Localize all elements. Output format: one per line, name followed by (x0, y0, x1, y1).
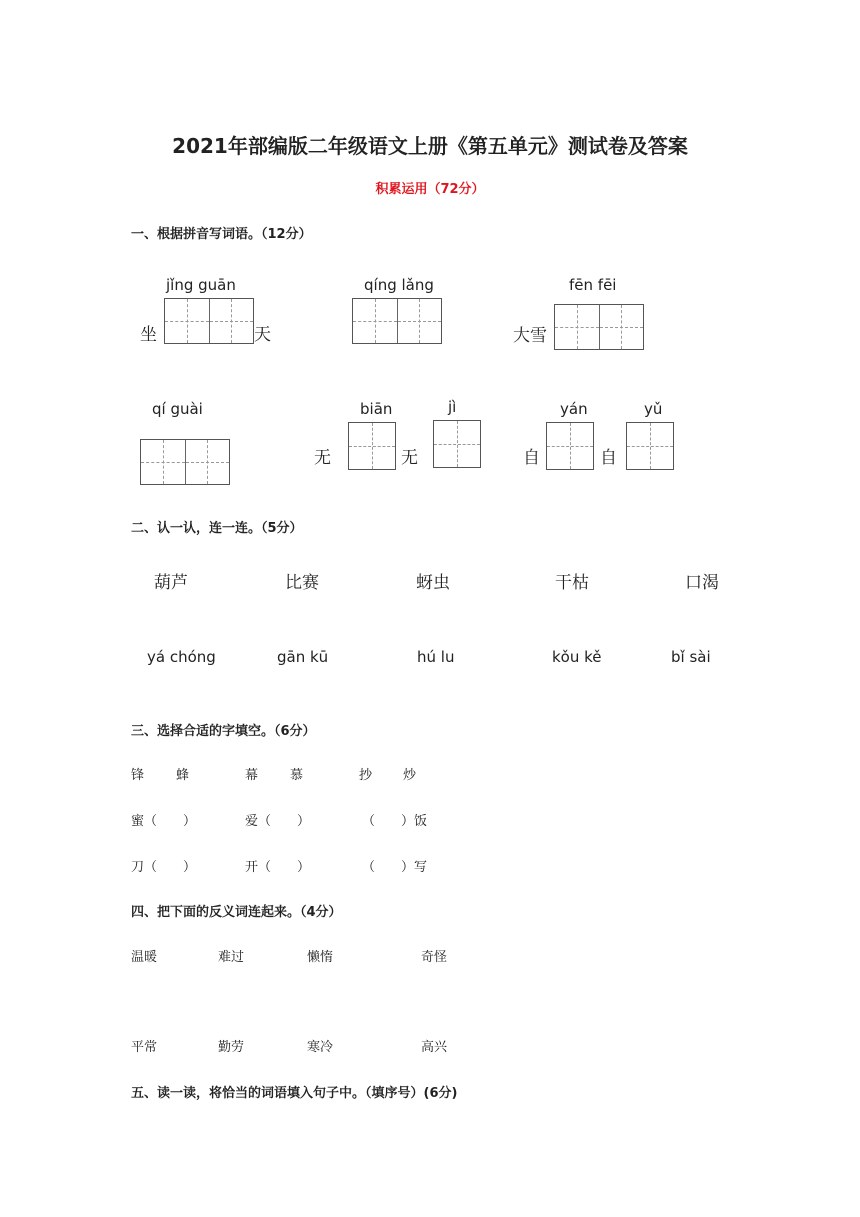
q1-char-before-7: 自 (523, 448, 540, 468)
q3-option-2: 蜂 (176, 768, 190, 783)
section-subtitle: 积累运用（72分） (375, 182, 485, 197)
q4-top-word-2[interactable]: 难过 (218, 950, 245, 965)
q3-blank-2[interactable]: 爱（ ） (245, 814, 311, 829)
q2-pinyin-1[interactable]: yá chóng (147, 648, 216, 666)
q1-pinyin-1: jǐng guān (166, 276, 236, 294)
q3-blank-1[interactable]: 蜜（ ） (131, 814, 197, 829)
q3-blank-6[interactable]: （ ）写 (362, 860, 428, 875)
q3-blank-5[interactable]: 开（ ） (245, 860, 311, 875)
q3-blank-4[interactable]: 刀（ ） (131, 860, 197, 875)
q5-heading: 五、读一读，将恰当的词语填入句子中。（填序号）(6分) (131, 1086, 458, 1101)
q2-pinyin-3[interactable]: hú lu (417, 648, 455, 666)
q2-word-3[interactable]: 蚜虫 (416, 573, 450, 593)
q1-char-before-5: 无 (314, 448, 331, 468)
q3-option-3: 幕 (245, 768, 259, 783)
q1-char-before-3: 大雪 (513, 326, 547, 346)
q1-pinyin-4: qí guài (152, 400, 203, 418)
q4-top-word-3[interactable]: 懒惰 (307, 950, 334, 965)
q2-pinyin-4[interactable]: kǒu kě (552, 648, 602, 666)
q1-write-grid-7[interactable] (546, 422, 594, 470)
q3-blank-3[interactable]: （ ）饭 (362, 814, 428, 829)
q4-bottom-word-1[interactable]: 平常 (131, 1040, 158, 1055)
q4-bottom-word-2[interactable]: 勤劳 (218, 1040, 245, 1055)
q1-write-grid-6[interactable] (433, 420, 481, 468)
q4-top-word-4[interactable]: 奇怪 (421, 950, 448, 965)
q3-heading: 三、选择合适的字填空。（6分） (131, 724, 316, 739)
q2-word-2[interactable]: 比赛 (285, 573, 319, 593)
q2-word-1[interactable]: 葫芦 (154, 573, 188, 593)
q1-char-before-1: 坐 (140, 325, 157, 345)
q1-pinyin-2: qíng lǎng (364, 276, 434, 294)
q1-write-grid-4[interactable] (140, 439, 230, 485)
q1-char-after-1: 天 (254, 325, 271, 345)
q1-pinyin-8: yǔ (644, 400, 663, 418)
q1-pinyin-5: biān (360, 400, 393, 418)
q1-write-grid-2[interactable] (352, 298, 442, 344)
q1-write-grid-3[interactable] (554, 304, 644, 350)
q4-bottom-word-4[interactable]: 高兴 (421, 1040, 448, 1055)
q3-option-5: 抄 (359, 768, 373, 783)
q1-pinyin-7: yán (560, 400, 588, 418)
q2-word-4[interactable]: 干枯 (555, 573, 589, 593)
q1-heading: 一、根据拼音写词语。（12分） (131, 227, 312, 242)
q2-word-5[interactable]: 口渴 (685, 573, 719, 593)
q1-char-after-7: 自 (600, 448, 617, 468)
q1-pinyin-3: fēn fēi (569, 276, 617, 294)
q2-heading: 二、认一认，连一连。（5分） (131, 521, 303, 536)
q4-top-word-1[interactable]: 温暖 (131, 950, 158, 965)
q1-pinyin-6: jì (448, 398, 457, 416)
q4-bottom-word-3[interactable]: 寒冷 (307, 1040, 334, 1055)
page-title: 2021年部编版二年级语文上册《第五单元》测试卷及答案 (172, 134, 688, 158)
q1-write-grid-1[interactable] (164, 298, 254, 344)
q4-heading: 四、把下面的反义词连起来。（4分） (131, 905, 342, 920)
q1-write-grid-8[interactable] (626, 422, 674, 470)
q2-pinyin-2[interactable]: gān kū (277, 648, 329, 666)
q2-pinyin-5[interactable]: bǐ sài (671, 648, 711, 666)
q3-option-1: 锋 (131, 768, 145, 783)
q1-write-grid-5[interactable] (348, 422, 396, 470)
q1-char-after-5: 无 (401, 448, 418, 468)
q3-option-4: 慕 (290, 768, 304, 783)
q3-option-6: 炒 (403, 768, 417, 783)
